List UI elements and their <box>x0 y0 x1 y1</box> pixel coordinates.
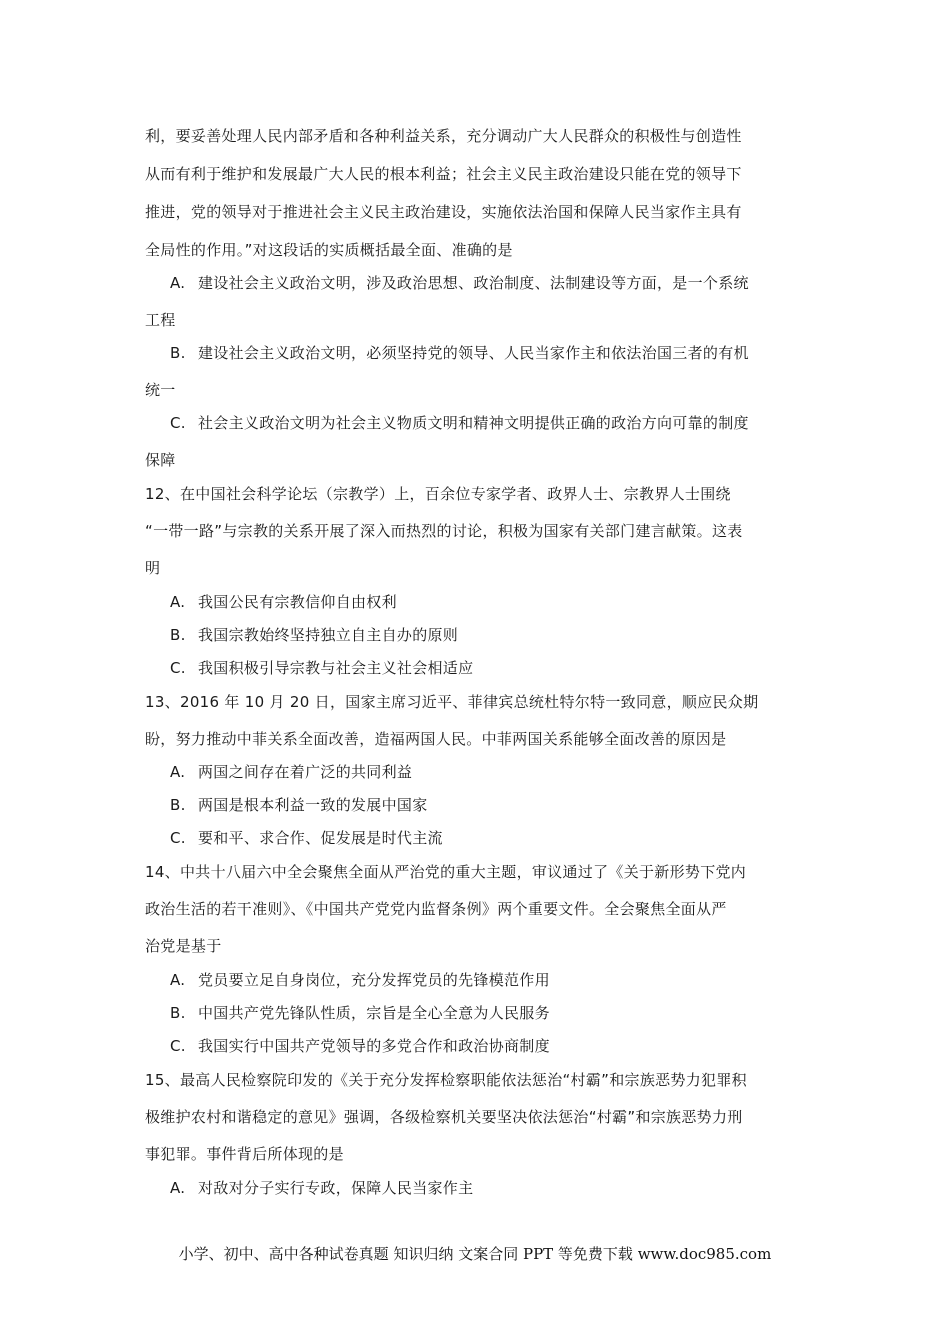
q15-stem-line-3: 事犯罪。事件背后所体现的是 <box>145 1145 344 1163</box>
option-text: 建设社会主义政治文明，必须坚持党的领导、人民当家作主和依法治国三者的有机 <box>198 344 749 362</box>
q14-stem-line-2: 政治生活的若干准则》、《中国共产党党内监督条例》两个重要文件。全会聚焦全面从严 <box>145 900 727 918</box>
option-text: 两国是根本利益一致的发展中国家 <box>198 796 428 814</box>
q12-option-a <box>170 592 810 612</box>
option-letter: A. <box>170 593 186 611</box>
q15-stem-line-1: 15、最高人民检察院印发的《关于充分发挥检察职能依法惩治“村霸”和宗族恶势力犯罪积 <box>145 1071 747 1089</box>
q14-stem-line-3: 治党是基于 <box>145 937 222 955</box>
option-text: 我国积极引导宗教与社会主义社会相适应 <box>198 659 474 677</box>
option-letter: C. <box>170 414 186 432</box>
option-letter: C. <box>170 1037 186 1055</box>
option-text: 两国之间存在着广泛的共同利益 <box>198 763 413 781</box>
q14-stem-line-1: 14、中共十八届六中全会聚焦全面从严治党的重大主题，审议通过了《关于新形势下党内 <box>145 863 747 881</box>
q11-option-b <box>170 343 810 363</box>
option-letter: C. <box>170 829 186 847</box>
q11-option-b-cont: 统一 <box>145 381 176 399</box>
option-letter: B. <box>170 344 186 362</box>
q12-stem-line-1: 12、在中国社会科学论坛（宗教学）上，百余位专家学者、政界人士、宗教界人士围绕 <box>145 485 731 503</box>
option-letter: B. <box>170 626 186 644</box>
q11-option-a-cont: 工程 <box>145 311 176 329</box>
q11-option-c <box>170 413 810 433</box>
intro-line-1: 利，要妥善处理人民内部矛盾和各种利益关系，充分调动广大人民群众的积极性与创造性 <box>145 127 742 145</box>
q12-stem-line-2: “一带一路”与宗教的关系开展了深入而热烈的讨论，积极为国家有关部门建言献策。这表 <box>145 522 743 540</box>
option-letter: C. <box>170 659 186 677</box>
option-text: 建设社会主义政治文明，涉及政治思想、政治制度、法制建设等方面，是一个系统 <box>198 274 749 292</box>
q11-option-a <box>170 273 810 293</box>
option-text: 党员要立足自身岗位，充分发挥党员的先锋模范作用 <box>198 971 550 989</box>
option-letter: A. <box>170 971 186 989</box>
q14-option-a <box>170 970 810 990</box>
intro-line-4: 全局性的作用。”对这段话的实质概括最全面、准确的是 <box>145 241 513 259</box>
q13-option-c <box>170 828 810 848</box>
q13-option-b <box>170 795 810 815</box>
option-text: 要和平、求合作、促发展是时代主流 <box>198 829 443 847</box>
option-letter: B. <box>170 1004 186 1022</box>
option-text: 我国宗教始终坚持独立自主自办的原则 <box>198 626 459 644</box>
option-text: 社会主义政治文明为社会主义物质文明和精神文明提供正确的政治方向可靠的制度 <box>198 414 749 432</box>
option-letter: A. <box>170 1179 186 1197</box>
q12-stem-line-3: 明 <box>145 559 161 577</box>
q13-stem-line-2: 盼，努力推动中菲关系全面改善，造福两国人民。中菲两国关系能够全面改善的原因是 <box>145 730 727 748</box>
intro-line-3: 推进，党的领导对于推进社会主义民主政治建设，实施依法治国和保障人民当家作主具有 <box>145 203 742 221</box>
option-letter: A. <box>170 274 186 292</box>
option-letter: B. <box>170 796 186 814</box>
option-text: 我国公民有宗教信仰自由权利 <box>198 593 397 611</box>
q15-stem-line-2: 极维护农村和谐稳定的意见》强调，各级检察机关要坚决依法惩治“村霸”和宗族恶势力刑 <box>145 1108 743 1126</box>
option-text: 对敌对分子实行专政，保障人民当家作主 <box>198 1179 474 1197</box>
option-text: 中国共产党先锋队性质，宗旨是全心全意为人民服务 <box>198 1004 550 1022</box>
option-text: 我国实行中国共产党领导的多党合作和政治协商制度 <box>198 1037 550 1055</box>
q14-option-c <box>170 1036 810 1056</box>
q12-option-b <box>170 625 810 645</box>
q14-option-b <box>170 1003 810 1023</box>
q15-option-a <box>170 1178 810 1198</box>
intro-line-2: 从而有利于维护和发展最广大人民的根本利益；社会主义民主政治建设只能在党的领导下 <box>145 165 742 183</box>
q13-stem-line-1: 13、2016 年 10 月 20 日，国家主席习近平、菲律宾总统杜特尔特一致同意，顺应民众期 <box>145 693 759 711</box>
option-letter: A. <box>170 763 186 781</box>
q13-option-a <box>170 762 810 782</box>
q12-option-c <box>170 658 810 678</box>
q11-option-c-cont: 保障 <box>145 451 176 469</box>
page-footer: 小学、初中、高中各种试卷真题 知识归纳 文案合同 PPT 等免费下载 www.doc985.com <box>178 1245 772 1263</box>
